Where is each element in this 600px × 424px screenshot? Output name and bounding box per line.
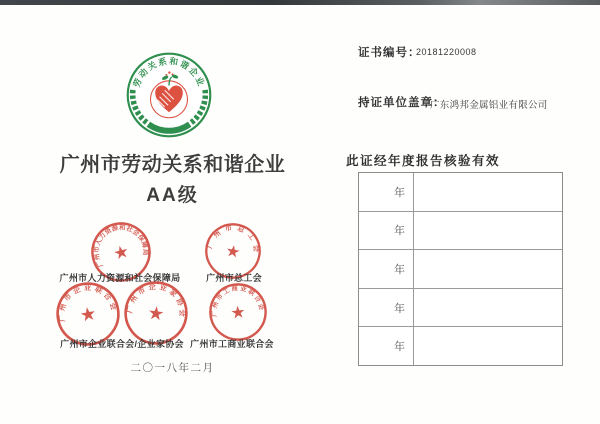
- holder-stamp-label: 持证单位盖章：: [358, 97, 446, 109]
- svg-text:广州市企业家协会: 广州市企业家协会: [124, 281, 188, 320]
- year-cell: 年: [359, 289, 414, 327]
- seal-star-icon: ★: [224, 240, 242, 262]
- seal-star-icon: ★: [111, 241, 132, 265]
- emblem-arc-text: 劳动关系和谐企业: [131, 55, 207, 89]
- seal-caption-industry-commerce: 广州市工商业联合会: [190, 339, 274, 349]
- year-cell: 年: [359, 250, 414, 288]
- table-row: [359, 211, 562, 250]
- cert-number-value: 20181220008: [416, 47, 477, 57]
- sprout-bud: [171, 73, 173, 75]
- sprout-bud: [165, 74, 167, 76]
- seal-star-icon: ★: [146, 302, 166, 326]
- blank-cell: [414, 327, 562, 365]
- cert-number-label: 证书编号：: [358, 47, 421, 59]
- table-row: [359, 249, 562, 288]
- seal-industry-commerce-federation: [205, 279, 271, 345]
- blank-cell: [414, 289, 562, 327]
- table-row: [359, 326, 562, 365]
- table-row: [359, 288, 562, 327]
- svg-text:广州市企业联合会: 广州市企业联合会: [56, 282, 120, 323]
- blank-cell: [414, 250, 562, 288]
- sprout-bud: [168, 71, 170, 73]
- certificate-grade: AA级: [146, 185, 199, 206]
- year-cell: 年: [359, 327, 414, 365]
- seal-star-icon: ★: [229, 301, 247, 323]
- certificate-title: 广州市劳动关系和谐企业: [59, 154, 286, 176]
- blank-cell: [414, 173, 562, 211]
- scan-edge-artifact: [0, 0, 600, 5]
- blank-cell: [414, 212, 562, 250]
- year-cell: 年: [359, 173, 414, 211]
- year-cell: 年: [359, 212, 414, 250]
- annual-verification-table: [358, 172, 563, 366]
- seal-caption-trade-unions: 广州市总工会: [206, 273, 262, 283]
- svg-text:广州市工商业联合会: 广州市工商业联合会: [211, 285, 266, 317]
- holder-company-name: 广东鸿邦金属铝业有限公司: [430, 100, 548, 111]
- harmonious-labor-emblem-icon: [126, 52, 212, 138]
- annual-verification-title: 此证经年度报告核验有效: [346, 154, 501, 168]
- seal-caption-human-resources: 广州市人力资源和社会保障局: [59, 273, 181, 283]
- seal-caption-enterprise-confederation: 广州市企业联合会/企业家协会: [60, 339, 184, 349]
- issue-date: 二〇一八年二月: [130, 362, 215, 374]
- table-row: [359, 173, 562, 211]
- svg-text:广州市总工会: 广州市总工会: [206, 224, 260, 257]
- seal-star-icon: ★: [78, 303, 99, 327]
- svg-text:广州市人力资源和社会保障局: 广州市人力资源和社会保障局: [93, 224, 149, 269]
